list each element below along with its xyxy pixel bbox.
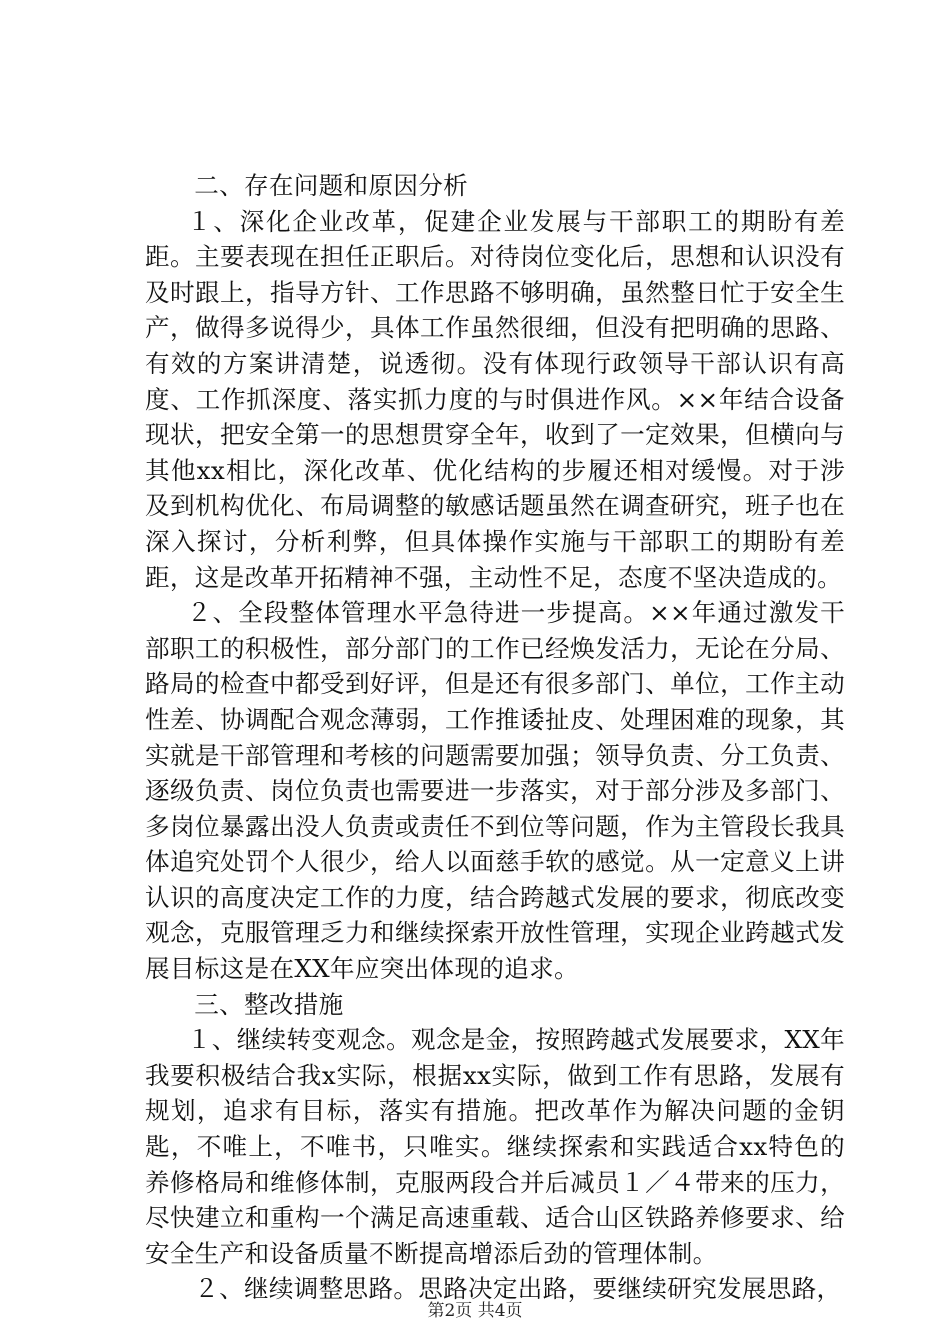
paragraph-measure-1: １、继续转变观念。观念是金，按照跨越式发展要求，XX年我要积极结合我x实际，根据xx实际，做到工作有思路，发展有规划，追求有目标，落实有措施。把改革作为解决问题的金钥匙，不唯上，不唯书，只唯实。继续探索和实践适合xx特色的养修格局和维修体制，克服两段合并后减员１／４带来的压力，尽快建立和重构一个满足高速重载、适合山区铁路养修要求、给安全生产和设备质量不断提高增添后劲的管理体制。 bbox=[145, 1025, 845, 1268]
page-footer: 第2页 共4页 bbox=[427, 1301, 523, 1321]
paragraph-item-1: １、深化企业改革，促建企业发展与干部职工的期盼有差距。主要表现在担任正职后。对待岗位变化后，思想和认识没有及时跟上，指导方针、工作思路不够明确，虽然整日忙于安全生产，做得多说得少，具体工作虽然很细，但没有把明确的思路、有效的方案讲清楚，说透彻。没有体现行政领导干部认识有高度、工作抓深度、落实抓力度的与时俱进作风。××年结合设备现状，把安全第一的思想贯穿全年，收到了一定效果，但横向与其他xx相比，深化改革、优化结构的步履还相对缓慢。对于涉及到机构优化、布局调整的敏感话题虽然在调查研究，班子也在深入探讨，分析利弊，但具体操作实施与干部职工的期盼有差距，这是改革开拓精神不强，主动性不足，态度不坚决造成的。 bbox=[145, 206, 845, 592]
document-body bbox=[145, 168, 845, 1307]
paragraph-measure-2: ２、继续调整思路。思路决定出路，要继续研究发展思路， bbox=[194, 1274, 842, 1304]
paragraph-item-2: ２、全段整体管理水平急待进一步提高。××年通过激发干部职工的积极性，部分部门的工作已经焕发活力，无论在分局、路局的检查中都受到好评，但是还有很多部门、单位，工作主动性差、协调配合观念薄弱，工作推诿扯皮、处理困难的现象，其实就是干部管理和考核的问题需要加强；领导负责、分工负责、逐级负责、岗位负责也需要进一步落实，对于部分涉及多部门、多岗位暴露出没人负责或责任不到位等问题，作为主管段长我具体追究处罚个人很少，给人以面慈手软的感觉。从一定意义上讲认识的高度决定工作的力度，结合跨越式发展的要求，彻底改变观念，克服管理乏力和继续探索开放性管理，实现企业跨越式发展目标这是在XX年应突出体现的追求。 bbox=[145, 598, 845, 984]
section-heading-problems: 二、存在问题和原因分析 bbox=[194, 171, 469, 200]
section-heading-measures: 三、整改措施 bbox=[194, 989, 344, 1019]
